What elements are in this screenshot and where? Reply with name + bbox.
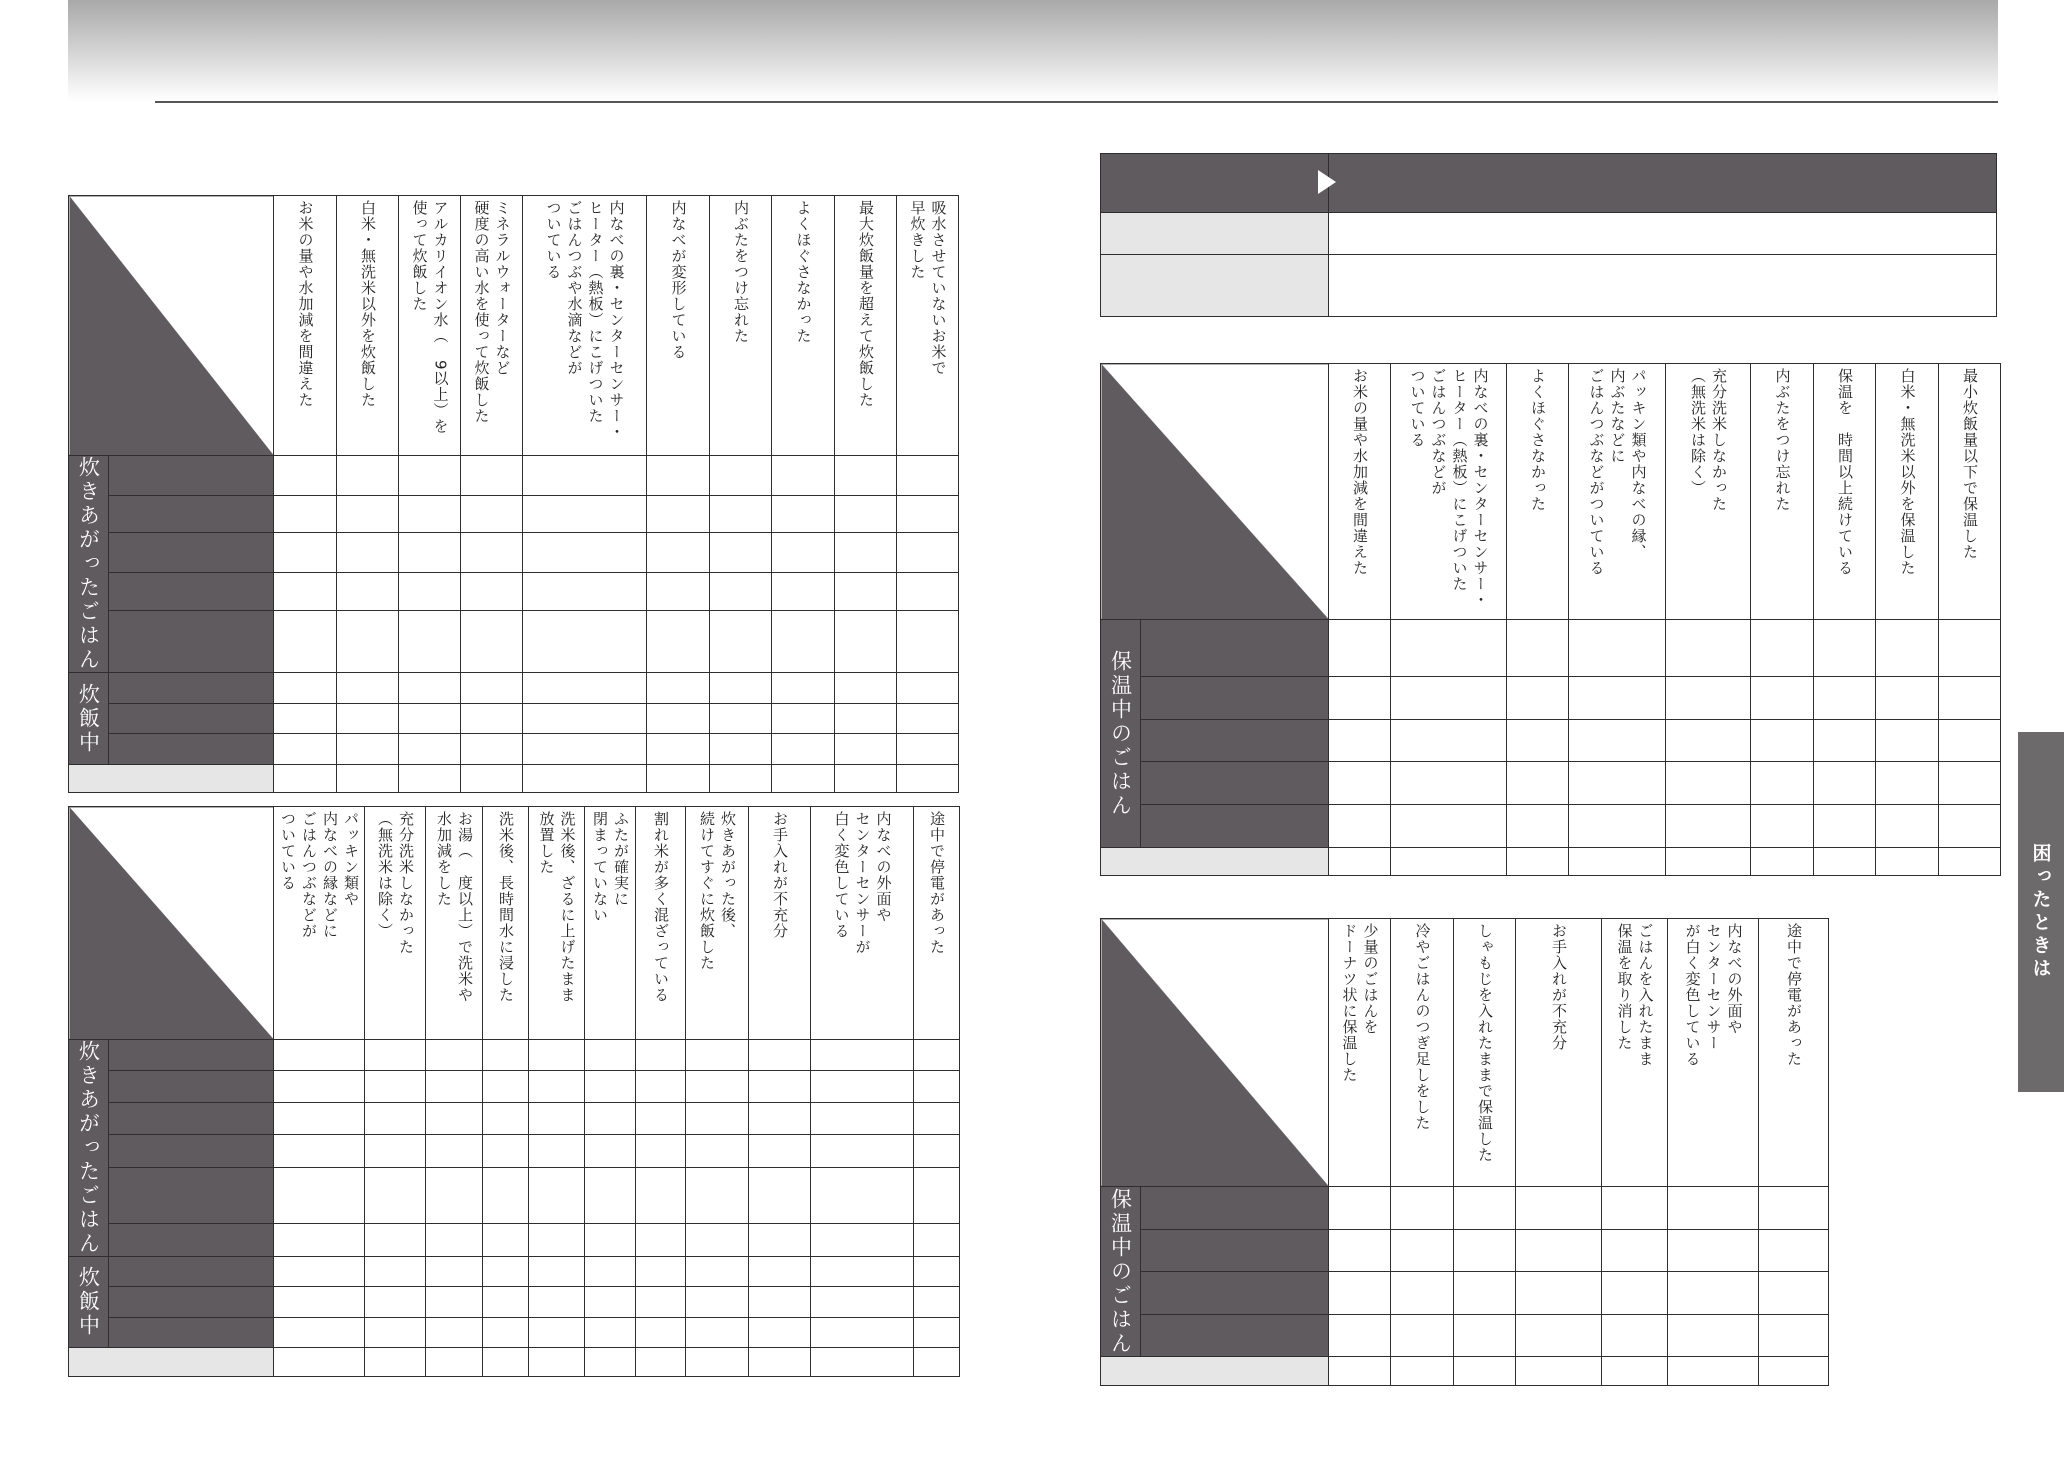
symptom-table-keep-warm-2 <box>1100 918 1829 1386</box>
header-band <box>68 0 1998 102</box>
cause-header: 洗米後、長時間水に浸した <box>483 807 529 1040</box>
legend-header-left <box>1101 154 1329 213</box>
cause-header: パッキン類や 内なべの縁などに ごはんつぶなどが ついている <box>274 807 365 1040</box>
symptom-cell <box>109 673 274 704</box>
cause-header: 白米・無洗米以外を炊飯した <box>337 196 399 456</box>
cause-header: 内なべの裏・センターセンサー・ ヒーター（熱板）にこげついた ごはんつぶや水滴などが ついている <box>523 196 647 456</box>
cause-header: お米の量や水加減を間違えた <box>274 196 337 456</box>
cause-header: 少量のごはんを ドーナツ状に保温した <box>1329 919 1391 1187</box>
table-corner-diagonal <box>1101 919 1329 1187</box>
cause-header: アルカリイオン水（ 9以上）を 使って炊飯した <box>399 196 461 456</box>
group-label-keep-warm: 保温中のごはん <box>1101 620 1141 848</box>
cause-header: 充分洗米しなかった （無洗米は除く） <box>1666 364 1751 620</box>
cause-header: 炊きあがった後、 続けてすぐに炊飯した <box>686 807 749 1040</box>
cause-header: 内なべの外面や センターセンサーが 白く変色している <box>811 807 914 1040</box>
cause-header: 内ぶたをつけ忘れた <box>710 196 772 456</box>
cause-header: 最大炊飯量を超えて炊飯した <box>835 196 897 456</box>
symptom-cell <box>109 1168 274 1224</box>
symptom-table-cooking-2 <box>68 806 960 1377</box>
side-tab-troubleshooting[interactable] <box>2018 732 2064 1092</box>
arrow-right-icon <box>1318 170 1336 194</box>
other-row-label <box>1101 848 1329 876</box>
cause-header: よくほぐさなかった <box>1507 364 1569 620</box>
legend-header-right <box>1329 154 1997 213</box>
symptom-cell <box>109 1071 274 1102</box>
cause-header: お手入れが不充分 <box>749 807 811 1040</box>
cause-header: 吸水させていないお米で 早炊きした <box>897 196 959 456</box>
cause-header: 途中で停電があった <box>914 807 960 1040</box>
symptom-cell <box>109 456 274 496</box>
legend-row-label <box>1101 213 1329 255</box>
cause-header: 充分洗米しなかった （無洗米は除く） <box>365 807 426 1040</box>
symptom-cell <box>109 496 274 533</box>
cause-header: お手入れが不充分 <box>1516 919 1602 1187</box>
symptom-cell <box>109 572 274 610</box>
group-label-cooking: 炊飯中 <box>69 1257 109 1348</box>
header-rule <box>155 101 1998 103</box>
symptom-cell <box>1141 677 1329 720</box>
symptom-cell <box>109 704 274 734</box>
cause-header: しゃもじを入れたままで保温した <box>1454 919 1516 1187</box>
cause-header: ミネラルウォーターなど 硬度の高い水を使って炊飯した <box>461 196 523 456</box>
legend-row-value <box>1329 255 1997 317</box>
group-label-keep-warm: 保温中のごはん <box>1101 1187 1141 1357</box>
cause-header: お米の量や水加減を間違えた <box>1329 364 1391 620</box>
cause-header: 洗米後、ざるに上げたまま 放置した <box>529 807 585 1040</box>
cause-header: お湯（ 度以上）で洗米や 水加減をした <box>426 807 483 1040</box>
symptom-cell <box>1141 1315 1329 1357</box>
cause-header: 内なべが変形している <box>647 196 710 456</box>
symptom-cell <box>109 1135 274 1168</box>
legend-row-value <box>1329 213 1997 255</box>
symptom-cell <box>1141 1230 1329 1272</box>
legend-table <box>1100 153 1997 317</box>
cause-header: 内なべの裏・センターセンサー・ ヒーター（熱板）にこげついた ごはんつぶなどが ついている <box>1391 364 1507 620</box>
group-label-cooked-rice: 炊きあがったごはん <box>69 1040 109 1257</box>
symptom-cell <box>109 1287 274 1318</box>
side-tab-label: 困ったときは <box>2029 843 2052 981</box>
symptom-table-keep-warm-1 <box>1100 363 2001 876</box>
cause-header: 保温を 時間以上続けている <box>1814 364 1876 620</box>
cause-header: ふたが確実に 閉まっていない <box>585 807 636 1040</box>
group-label-cooked-rice: 炊きあがったごはん <box>69 456 109 673</box>
cause-header: パッキン類や内なべの縁、 内ぶたなどに ごはんつぶなどがついている <box>1569 364 1666 620</box>
symptom-cell <box>109 1257 274 1287</box>
symptom-cell <box>109 734 274 765</box>
symptom-cell <box>109 1224 274 1257</box>
cause-header: 途中で停電があった <box>1759 919 1829 1187</box>
cause-header: 内なべの外面や センターセンサー が白く変色している <box>1668 919 1759 1187</box>
symptom-cell <box>1141 1272 1329 1315</box>
symptom-cell <box>1141 762 1329 805</box>
symptom-table-cooking-1 <box>68 195 959 793</box>
symptom-cell <box>1141 620 1329 677</box>
symptom-cell <box>1141 805 1329 848</box>
symptom-cell <box>1141 720 1329 762</box>
symptom-cell <box>109 533 274 572</box>
cause-header: 最小炊飯量以下で保温した <box>1939 364 2001 620</box>
table-corner-diagonal <box>1101 364 1329 620</box>
other-row-label <box>1101 1357 1329 1386</box>
cause-header: 冷やごはんのつぎ足しをした <box>1391 919 1454 1187</box>
symptom-cell <box>109 610 274 672</box>
cause-header: ごはんを入れたまま 保温を取り消した <box>1602 919 1668 1187</box>
symptom-cell <box>1141 1187 1329 1230</box>
cause-header: よくほぐさなかった <box>772 196 835 456</box>
table-corner-diagonal <box>69 807 274 1040</box>
group-label-cooking: 炊飯中 <box>69 673 109 765</box>
legend-row-label <box>1101 255 1329 317</box>
symptom-cell <box>109 1040 274 1071</box>
table-corner-diagonal <box>69 196 274 456</box>
other-row-label <box>69 1348 274 1377</box>
cause-header: 割れ米が多く混ざっている <box>636 807 686 1040</box>
symptom-cell <box>109 1102 274 1135</box>
cause-header: 内ぶたをつけ忘れた <box>1751 364 1814 620</box>
symptom-cell <box>109 1318 274 1348</box>
cause-header: 白米・無洗米以外を保温した <box>1876 364 1939 620</box>
other-row-label <box>69 765 274 793</box>
